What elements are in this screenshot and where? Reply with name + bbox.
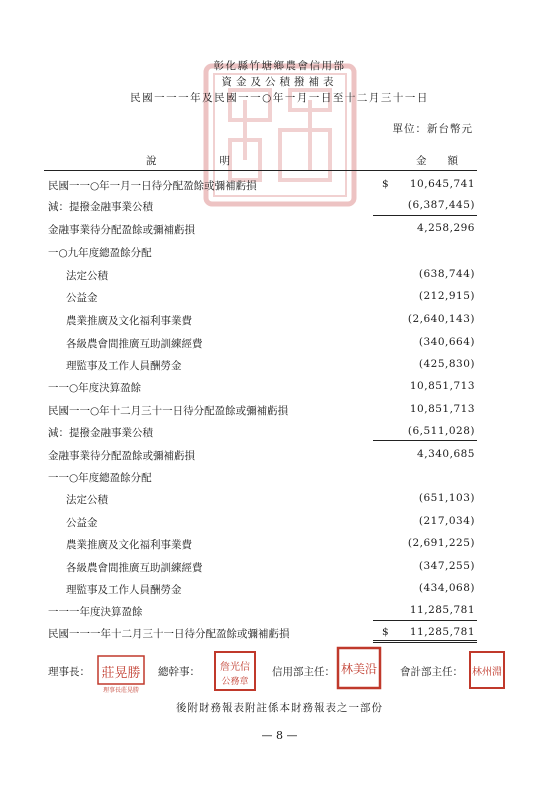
statement-row: [0, 492, 559, 506]
svg-text:林美沿: 林美沿: [340, 662, 378, 676]
row-label: 一一一年度決算盈餘: [48, 606, 143, 618]
row-label: 減：提撥金融事業公積: [48, 201, 153, 213]
statement-row: [0, 380, 559, 394]
statement-row: [0, 560, 559, 574]
statement-row: [0, 626, 559, 640]
row-label: 民國一一○年一月一日待分配盈餘或彌補虧損: [48, 180, 257, 192]
chairman-seal: [96, 654, 146, 694]
row-amount: 10,851,713: [409, 403, 475, 415]
row-label: 法定公積: [66, 494, 108, 506]
svg-text:公務章: 公務章: [221, 677, 249, 687]
statement-row: [0, 425, 559, 439]
row-label: 公益金: [66, 517, 98, 529]
statement-row: [0, 199, 559, 213]
total-rule-double-2: [373, 642, 477, 643]
credit-director-label: 信用部主任：: [272, 666, 335, 678]
statement-row: [0, 336, 559, 350]
statement-row: [0, 245, 559, 259]
svg-text:理事長莊晃勝: 理事長莊晃勝: [102, 687, 140, 694]
general-manager-label: 總幹事：: [158, 666, 200, 678]
column-header-description: 說 明: [146, 155, 230, 167]
footnote: 後附財務報表附註係本財務報表之一部份: [176, 702, 383, 714]
row-amount: (6,511,028): [407, 425, 475, 437]
credit-director-seal: [336, 646, 382, 690]
row-amount: (651,103): [418, 492, 475, 504]
row-label: 農業推廣及文化福利事業費: [66, 315, 192, 327]
statement-row: [0, 313, 559, 327]
row-amount: (425,830): [418, 358, 475, 370]
statement-title: 資金及公積撥補表: [221, 76, 338, 88]
row-label: 減：提撥金融事業公積: [48, 427, 153, 439]
statement-row: [0, 178, 559, 192]
statement-row: [0, 222, 559, 236]
accounting-director-label: 會計部主任：: [400, 666, 463, 678]
statement-row: [0, 537, 559, 551]
header-rule: [44, 170, 477, 171]
row-label: 一○九年度總盈餘分配: [48, 247, 152, 259]
row-amount: (2,691,225): [407, 537, 475, 549]
subtotal-rule: [373, 440, 477, 441]
statement-row: [0, 582, 559, 596]
row-amount: (340,664): [418, 336, 475, 348]
row-amount: (638,744): [418, 268, 475, 280]
row-label: 理監事及工作人員酬勞金: [66, 360, 182, 372]
statement-row: [0, 448, 559, 462]
currency-symbol: $: [382, 626, 389, 638]
row-amount: 4,258,296: [417, 222, 475, 234]
statement-row: [0, 268, 559, 282]
row-label: 一一○年度決算盈餘: [48, 382, 142, 394]
row-amount: (347,255): [418, 560, 475, 572]
currency-symbol: $: [382, 178, 389, 190]
row-label: 民國一一○年十二月三十一日待分配盈餘或彌補虧損: [48, 405, 289, 417]
row-amount: 11,285,781: [409, 626, 475, 638]
row-amount: (434,068): [418, 582, 475, 594]
row-label: 法定公積: [66, 270, 108, 282]
row-label: 金融事業待分配盈餘或彌補虧損: [48, 224, 195, 236]
row-amount: 11,285,781: [409, 604, 475, 616]
row-label: 民國一一一年十二月三十一日待分配盈餘或彌補虧損: [48, 628, 290, 640]
row-label: 一一○年度總盈餘分配: [48, 472, 152, 484]
row-amount: 4,340,685: [417, 448, 475, 460]
row-label: 農業推廣及文化福利事業費: [66, 539, 192, 551]
row-label: 理監事及工作人員酬勞金: [66, 584, 182, 596]
page-number: — 8 —: [261, 729, 298, 742]
row-amount: 10,645,741: [409, 178, 475, 190]
org-name: 彰化縣竹塘鄉農會信用部: [213, 60, 346, 72]
statement-period: 民國一一一年及民國一一○年一月一日至十二月三十一日: [130, 92, 429, 104]
chairman-label: 理事長：: [48, 666, 90, 678]
row-label: 金融事業待分配盈餘或彌補虧損: [48, 450, 195, 462]
unit-label: 單位：新台幣元: [392, 123, 473, 135]
svg-text:詹光信: 詹光信: [220, 662, 250, 673]
row-label: 各級農會間推廣互助訓練經費: [66, 338, 203, 350]
row-amount: (217,034): [418, 515, 475, 527]
statement-row: [0, 358, 559, 372]
total-rule-double-1: [373, 640, 477, 641]
row-amount: 10,851,713: [409, 380, 475, 392]
statement-row: [0, 604, 559, 618]
svg-text:莊晃勝: 莊晃勝: [101, 666, 141, 681]
statement-row: [0, 403, 559, 417]
row-amount: (212,915): [418, 290, 475, 302]
statement-row: [0, 290, 559, 304]
statement-row: [0, 515, 559, 529]
general-manager-seal: [213, 650, 257, 692]
statement-row: [0, 470, 559, 484]
column-header-amount: 金 額: [416, 155, 458, 167]
row-amount: (6,387,445): [407, 199, 475, 211]
row-label: 公益金: [66, 292, 98, 304]
total-rule-top: [373, 620, 477, 621]
svg-text:林州淵: 林州淵: [472, 667, 502, 678]
subtotal-rule: [373, 215, 477, 216]
accounting-director-seal: [468, 650, 506, 690]
row-label: 各級農會間推廣互助訓練經費: [66, 562, 203, 574]
row-amount: (2,640,143): [407, 313, 475, 325]
